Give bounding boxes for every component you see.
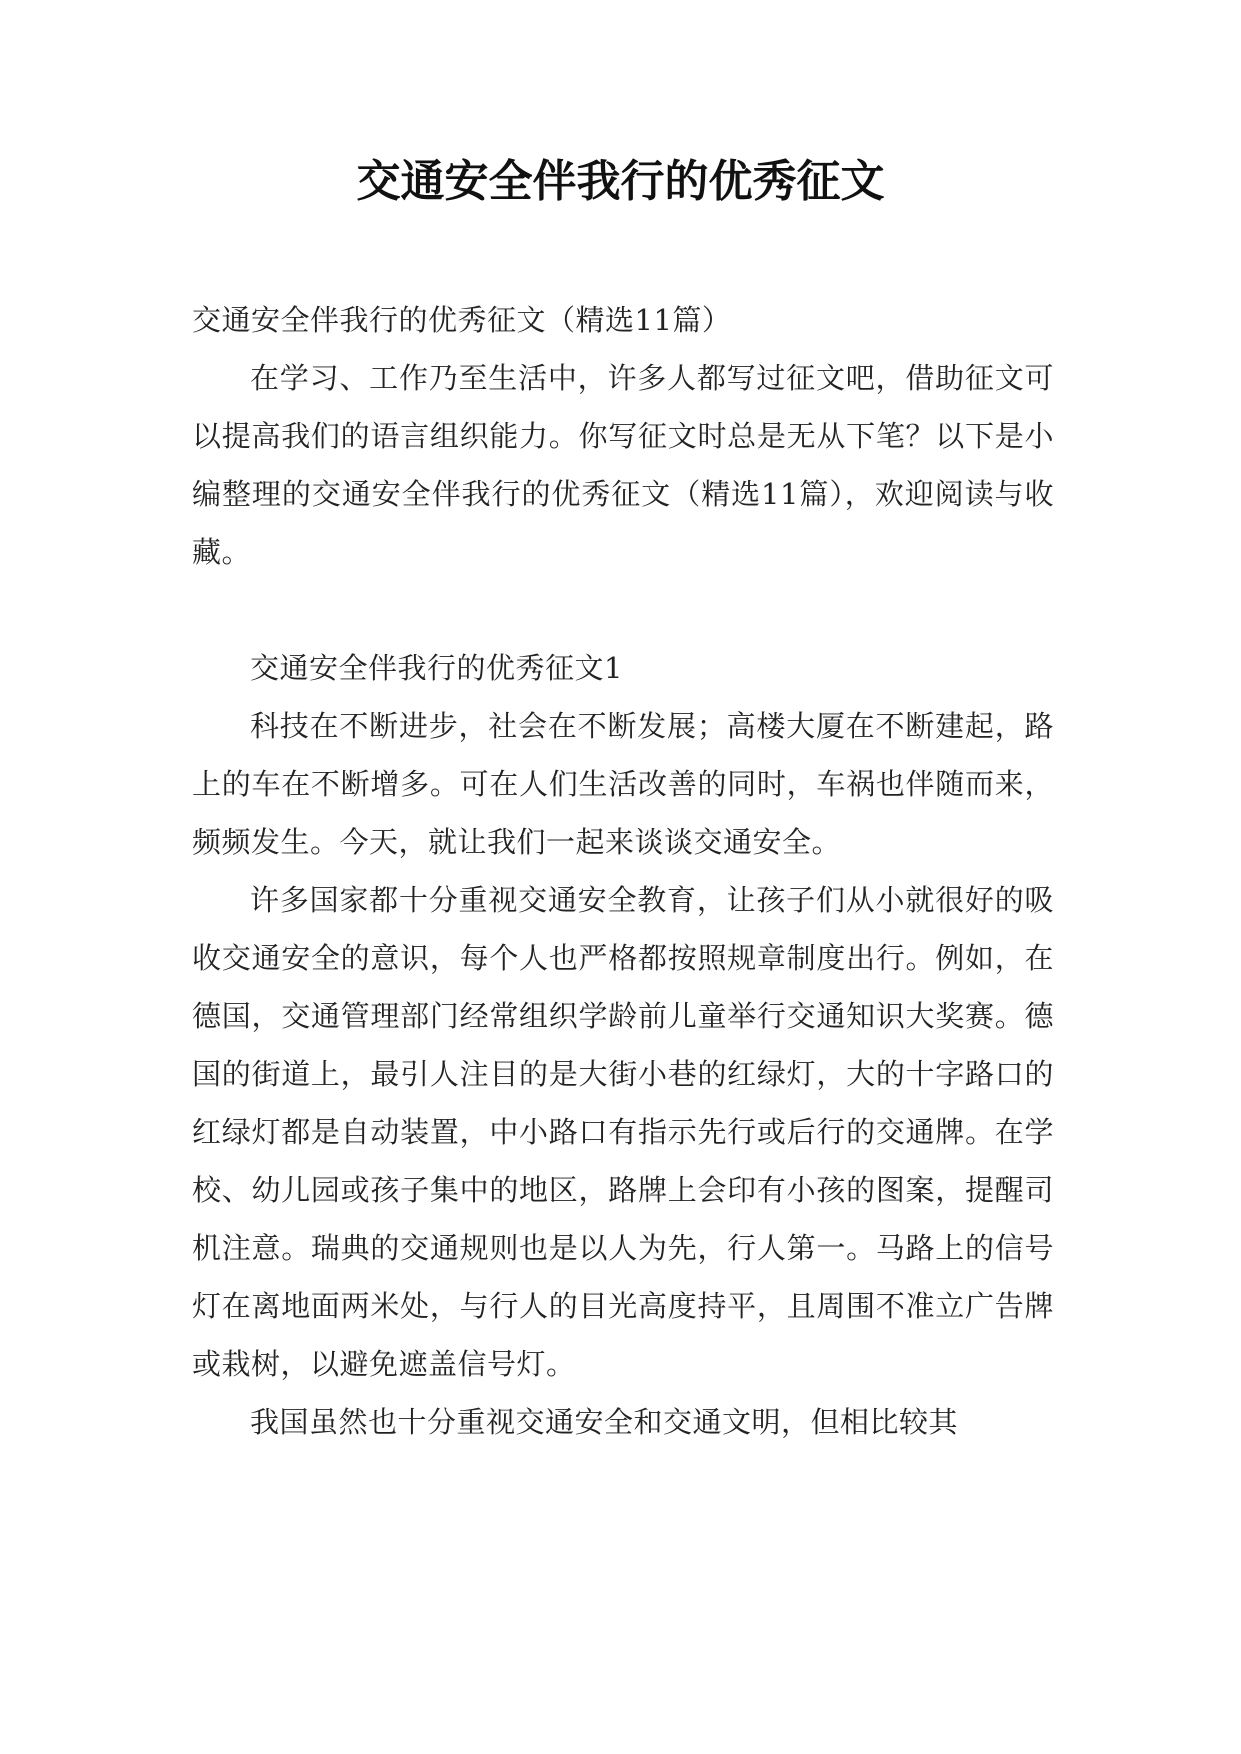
section-heading: 交通安全伴我行的优秀征文1 (250, 651, 623, 685)
document-title: 交通安全伴我行的优秀征文 (356, 156, 885, 207)
body-paragraph: 许多国家都十分重视交通安全教育，让孩子们从小就很好的吸收交通安全的意识，每个人也严格都按照规章制度出行。例如，在德国，交通管理部门经常组织学龄前儿童举行交通知识大奖赛。德国的街道上，最引人注目的是大街小巷的红绿灯，大的十字路口的红绿灯都是自动装置，中小路口有指示先行或后行的交通牌。在学校、幼儿园或孩子集中的地区，路牌上会印有小孩的图案，提醒司机注意。瑞典的交通规则也是以人为先，行人第一。马路上的信号灯在离地面两米处，与行人的目光高度持平，且周围不准立广告牌或栽树，以避免遮盖信号灯。 (192, 883, 1054, 1381)
intro-paragraph: 在学习、工作乃至生活中，许多人都写过征文吧，借助征文可以提高我们的语言组织能力。你写征文时总是无从下笔？以下是小编整理的交通安全伴我行的优秀征文（精选11篇），欢迎阅读与收藏。 (192, 361, 1054, 569)
body-paragraph: 我国虽然也十分重视交通安全和交通文明，但相比较其 (250, 1405, 959, 1439)
document-subtitle: 交通安全伴我行的优秀征文（精选11篇） (192, 303, 732, 337)
body-paragraph: 科技在不断进步，社会在不断发展；高楼大厦在不断建起，路上的车在不断增多。可在人们生活改善的同时，车祸也伴随而来，频频发生。今天，就让我们一起来谈谈交通安全。 (192, 709, 1054, 859)
section-spacer (192, 581, 1054, 639)
document-body (192, 291, 1054, 1451)
